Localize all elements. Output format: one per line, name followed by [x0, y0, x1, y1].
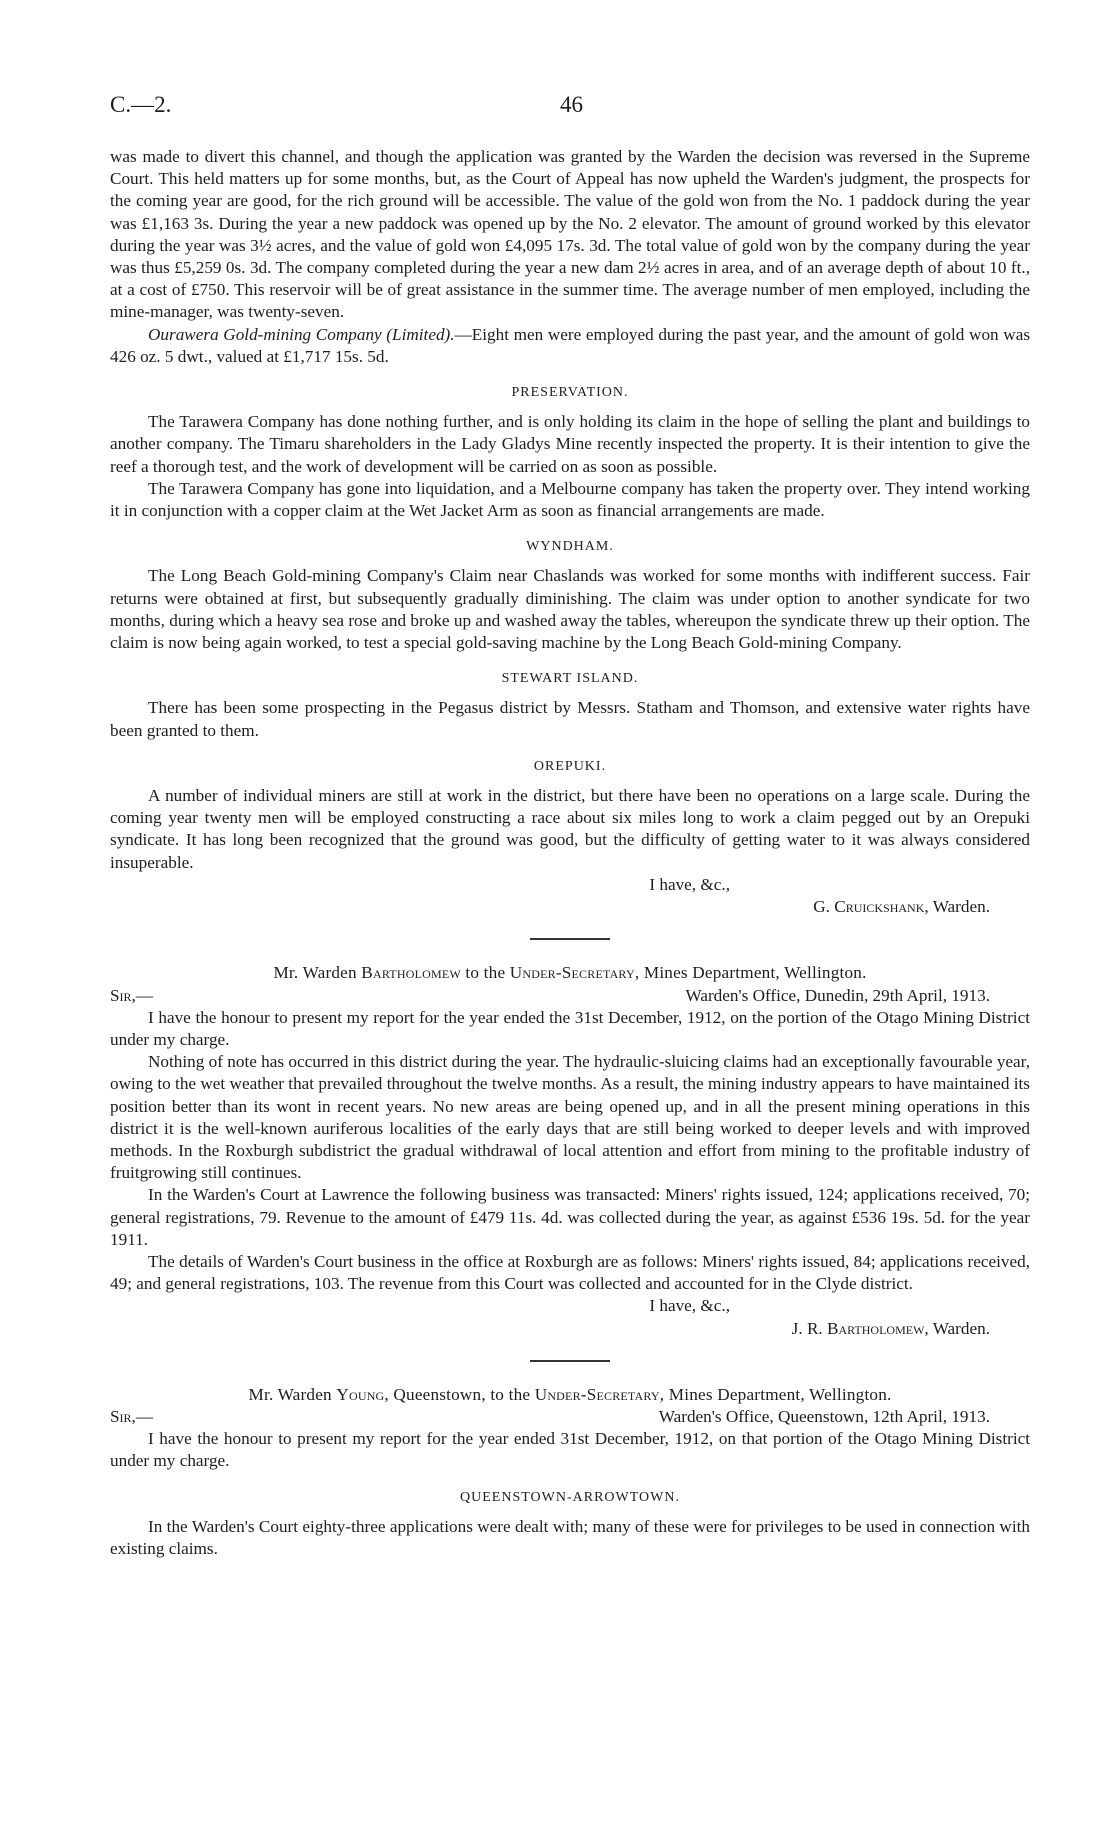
recipient: Under-Secretary — [534, 1384, 660, 1404]
signature-name — [110, 896, 1030, 918]
paragraph: I have the honour to present my report for the year ended 31st December, 1912, on that portion of the Otago Mining District under my charge. — [110, 1429, 1030, 1471]
warden-title: , Warden. — [924, 897, 990, 917]
paragraph — [110, 324, 1030, 368]
section-heading-queenstown-arrowtown: QUEENSTOWN-ARROWTOWN. — [460, 1489, 680, 1505]
signature-salutation: I have, &c., — [649, 1296, 730, 1316]
warden-name: Young — [336, 1384, 385, 1404]
signature-salutation: I have, &c., — [649, 874, 730, 894]
section-divider — [530, 938, 610, 940]
company-name: Ourawera Gold-mining Company (Limited). — [148, 324, 455, 344]
paragraph: The Long Beach Gold-mining Company's Claim near Chaslands was worked for some months with indifferent success. Fair returns were obtained at first, but subsequently gradually diminishing. The claim was under option to another syndicate for two months, during which a heavy sea rose and broke up and washed away the tables, whereupon the syndicate threw up their option. The claim is now being again worked, to test a special gold-saving machine by the Long Beach Gold-mining Company. — [110, 566, 1030, 653]
paragraph: In the Warden's Court at Lawrence the following business was transacted: Miners' rights issued, 124; applications received, 70; general registrations, 79. Revenue to the amount of £479 11s. 4d. was collected during the year, as against £536 19s. 5d. for the year 1911. — [110, 1185, 1030, 1249]
warden-name: Bartholomew — [361, 963, 461, 983]
page-number: 46 — [560, 92, 583, 117]
paragraph: The Tarawera Company has gone into liquidation, and a Melbourne company has taken the property over. They intend working it in conjunction with a copper claim at the Wet Jacket Arm as soon as financial arrangements are made. — [110, 478, 1030, 521]
paragraph: The details of Warden's Court business in the office at Roxburgh are as follows: Miners' rights issued, 84; applications received, 49; and general registrations, 103. The revenue from this Court was collected and accounted for in the Clyde district. — [110, 1251, 1030, 1294]
paragraph: was made to divert this channel, and though the application was granted by the Warden the decision was reversed in the Supreme Court. This held matters up for some months, but, as the Court of Appeal has now upheld the Warden's judgment, the prospects for the coming year are good, for the rich ground will be accessible. The value of the gold won from the No. 1 paddock during the year was £1,163 3s. During the year a new paddock was opened up by the No. 2 elevator. The amount of ground worked by this elevator during the year was 3½ acres, and the value of gold won £4,095 17s. 3d. The total value of gold won by the company during the year was thus £5,259 0s. 3d. The company completed during the year a new dam 2½ acres in area, and of an average depth of about 10 ft., at a cost of £750. This reservoir will be of great assistance in the summer time. The average number of men employed, including the mine-manager, was twenty-seven. — [110, 147, 1030, 322]
document-body — [110, 146, 1030, 1560]
letter-heading-text: , Mines Department, Wellington. — [659, 1384, 892, 1404]
warden-name: J. R. Bartholomew — [791, 1318, 925, 1338]
salutation: Sir,— — [110, 1406, 154, 1426]
section-divider — [530, 1360, 610, 1362]
salutation-line — [110, 985, 1030, 1007]
signature-name — [110, 1318, 1030, 1340]
salutation: Sir,— — [110, 985, 154, 1005]
paragraph-text: —Eight men were employed during the past year, and the amount of gold won was 426 oz. 5 dwt., valued at £1,717 15s. 5d. — [110, 324, 1031, 366]
letter-heading-text: , Queenstown, to the — [384, 1384, 535, 1404]
section-reference: C.—2. — [110, 92, 172, 117]
section-heading-stewart-island: STEWART ISLAND. — [501, 671, 639, 687]
paragraph: The Tarawera Company has done nothing further, and is only holding its claim in the hope of selling the plant and buildings to another company. The Timaru shareholders in the Lady Gladys Mine recently inspected the property. It is their intention to give the reef a thorough test, and the work of development will be carried on as soon as possible. — [110, 412, 1030, 476]
letter-heading-text: Mr. Warden — [273, 963, 362, 983]
letter-heading-text: , Mines Department, Wellington. — [634, 963, 867, 983]
section-heading-preservation: PRESERVATION. — [511, 385, 629, 401]
section-heading-orepuki: OREPUKI. — [533, 758, 607, 774]
office-dateline: Warden's Office, Queenstown, 12th April, 1913. — [658, 1406, 990, 1426]
letter-heading — [110, 962, 1030, 984]
page-header — [110, 92, 1000, 122]
paragraph: Nothing of note has occurred in this district during the year. The hydraulic-sluicing claims had an exceptionally favourable year, owing to the wet weather that prevailed throughout the twelve months. As a result, the mining industry appears to have maintained its position better than its wont in recent years. No new areas are being opened up, and in all the present mining operations in this district it is the well-known auriferous localities of the early days that are still being worked to deeper levels and with improved methods. In the Roxburgh subdistrict the gradual withdrawal of local attention and effort from mining to the profitable industry of fruitgrowing still continues. — [110, 1052, 1030, 1183]
paragraph: I have the honour to present my report for the year ended the 31st December, 1912, on the portion of the Otago Mining District under my charge. — [110, 1007, 1030, 1049]
office-dateline: Warden's Office, Dunedin, 29th April, 1913. — [685, 985, 990, 1005]
paragraph: In the Warden's Court eighty-three applications were dealt with; many of these were for privileges to be used in connection with existing claims. — [110, 1516, 1030, 1558]
paragraph: There has been some prospecting in the Pegasus district by Messrs. Statham and Thomson, and extensive water rights have been granted to them. — [110, 698, 1030, 740]
letter-heading-text: to the — [460, 963, 510, 983]
paragraph: A number of individual miners are still at work in the district, but there have been no operations on a large scale. During the coming year twenty men will be employed constructing a race about six miles long to work a claim pegged out by an Orepuki syndicate. It has long been recognized that the ground was good, but the difficulty of getting water to it was always considered insuperable. — [110, 786, 1030, 872]
salutation-line — [110, 1406, 1030, 1428]
letter-heading — [110, 1384, 1030, 1406]
section-heading-wyndham: WYNDHAM. — [526, 539, 614, 555]
warden-title: , Warden. — [924, 1318, 990, 1338]
warden-name: G. Cruickshank — [813, 897, 925, 917]
letter-heading-text: Mr. Warden — [248, 1384, 337, 1404]
recipient: Under-Secretary — [509, 963, 635, 983]
